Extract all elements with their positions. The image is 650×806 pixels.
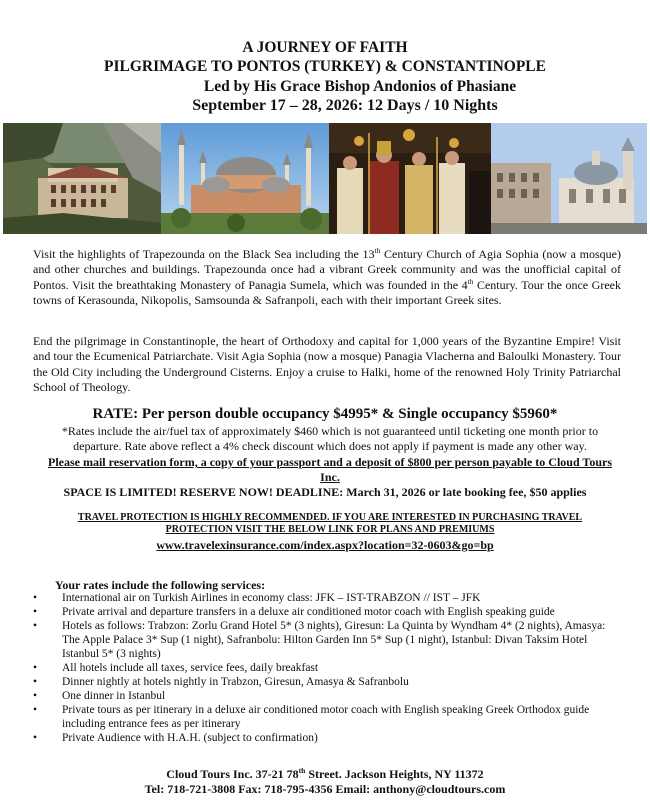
- bullet: •: [33, 690, 38, 703]
- list-item: • Private tours as per itinerary in a deluxe air conditioned motor coach with English speaking Greek Orthodox guide including entrance fees as per itinerary: [33, 704, 590, 730]
- insurance-link[interactable]: www.travelexinsurance.com/index.aspx?location=32-0603&go=bp: [156, 538, 494, 552]
- mail-instructions: Please mail reservation form, a copy of your passport and a deposit of $800 per person payable to Cloud Tours Inc.: [47, 455, 613, 484]
- travel-protection-notice: TRAVEL PROTECTION IS HIGHLY RECOMMENDED. IF YOU ARE INTERESTED IN PURCHASING TRAVEL PROTECTION VISIT THE BELOW LINK FOR PLANS AND PREMIUMS: [77, 512, 583, 535]
- pontos-paragraph: Visit the highlights of Trapezounda on the Black Sea including the 13th Century Church of Agia Sophia (now a mosque) and other churches and buildings. Trapezounda once had a vibrant Greek community and was the unofficial capital of Pontos. Visit the breathtaking Monastery of Panagia Sumela, which was founded in the 4th Century. Tour the once Greek towns of Kerasounda, Nikopolis, Samsounda & Safranpoli, each with their important Greek sites.: [33, 246, 621, 308]
- sumela-monastery-photo: [3, 123, 161, 234]
- istanbul-church-photo: [491, 123, 647, 234]
- services-title: Your rates include the following services:: [55, 578, 266, 592]
- title-line: A JOURNEY OF FAITH: [242, 39, 408, 56]
- list-item: • Private arrival and departure transfers in a deluxe air conditioned motor coach with English speaking guide: [33, 606, 555, 619]
- bullet: •: [33, 592, 38, 604]
- footer-address: Cloud Tours Inc. 37-21 78th Street. Jackson Heights, NY 11372: [166, 766, 484, 781]
- list-item: • Private Audience with H.A.H. (subject to confirmation): [33, 732, 318, 745]
- bullet: •: [33, 620, 38, 633]
- bullet: •: [33, 704, 38, 717]
- clergy-procession-photo: [329, 123, 491, 234]
- bullet: •: [33, 606, 38, 619]
- list-item: • International air on Turkish Airlines in economy class: JFK – IST-TRABZON // IST – JFK: [33, 592, 481, 604]
- list-item: • All hotels include all taxes, service fees, daily breakfast: [33, 661, 319, 674]
- rate-heading: RATE: Per person double occupancy $4995* & Single occupancy $5960*: [92, 406, 558, 422]
- rate-note: *Rates include the air/fuel tax of approximately $460 which is not guaranteed until ticketing one month prior to departure. Rate above reflect a 4% check discount which does not apply if payment is made any other way.: [61, 424, 599, 454]
- photo-strip: [3, 123, 647, 234]
- list-item: • Hotels as follows: Trabzon: Zorlu Grand Hotel 5* (3 nights), Giresun: La Quinta by Wyndham 4* (2 nights), Amasya: The Apple Palace 3* Sup (1 night), Safranbolu: Hilton Garden Inn 5* Sup (1 night), Istanbul: Divan Taksim Hotel Istanbul 5* (3 nights): [33, 620, 606, 660]
- agia-sophia-photo: [161, 123, 329, 234]
- leader-line: Led by His Grace Bishop Andonios of Phasiane: [203, 78, 517, 95]
- bullet: •: [33, 661, 38, 674]
- dates-line: September 17 – 28, 2026: 12 Days / 10 Nights: [192, 97, 498, 114]
- footer-contact: Tel: 718-721-3808 Fax: 718-795-4356 Email: anthony@cloudtours.com: [144, 782, 506, 796]
- bullet: •: [33, 675, 38, 688]
- list-item: • Dinner nightly at hotels nightly in Trabzon, Giresun, Amasya & Safranbolu: [33, 675, 409, 688]
- bullet: •: [33, 732, 38, 745]
- subtitle-line: PILGRIMAGE TO PONTOS (TURKEY) & CONSTANTINOPLE: [104, 58, 546, 75]
- list-item: • One dinner in Istanbul: [33, 690, 166, 703]
- services-list: [33, 592, 623, 746]
- deadline-notice: SPACE IS LIMITED! RESERVE NOW! DEADLINE: March 31, 2026 or late booking fee, $50 applies: [63, 485, 587, 499]
- constantinople-paragraph: End the pilgrimage in Constantinople, the heart of Orthodoxy and capital for 1,000 years of the Byzantine Empire! Visit and tour the Ecumenical Patriarchate. Visit Agia Sophia (now a mosque) Panagia Vlacherna and Baloulki Monastery. Tour the Old City including the Underground Cisterns. Enjoy a cruise to Halki, home of the renowned Holy Trinity Patriarchal School of Theology.: [33, 334, 621, 395]
